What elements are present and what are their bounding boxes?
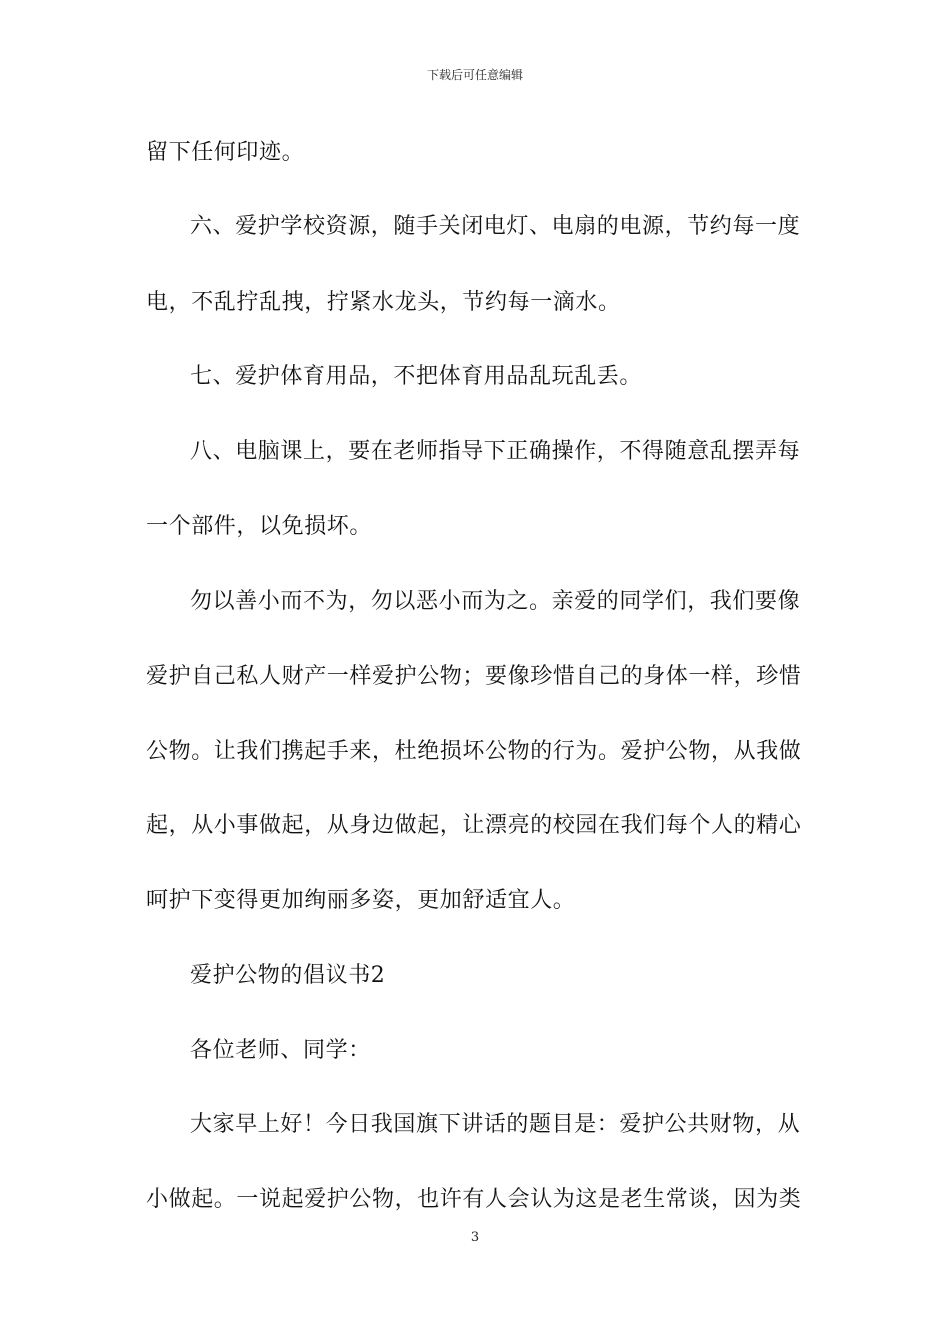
body-line: 公物。让我们携起手来，杜绝损坏公物的行为。爱护公物，从我做 [146,739,802,764]
salutation: 各位老师、同学： [190,1038,371,1063]
body-line: 起，从小事做起，从身边做起，让漂亮的校园在我们每个人的精心 [146,813,802,838]
page-header: 下载后可任意编辑 [426,68,523,82]
body-line: 八、电脑课上，要在老师指导下正确操作，不得随意乱摆弄每 [190,439,801,464]
body-line: 七、爱护体育用品，不把体育用品乱玩乱丢。 [190,364,643,389]
body-line: 六、爱护学校资源，随手关闭电灯、电扇的电源，节约每一度 [190,214,801,239]
body-line: 勿以善小而不为，勿以恶小而为之。亲爱的同学们，我们要像 [190,589,801,614]
body-line: 大家早上好！今日我国旗下讲话的题目是：爱护公共财物，从 [190,1112,801,1137]
body-line: 留下任何印迹。 [146,140,305,165]
page-number: 3 [470,1230,480,1245]
body-line: 呵护下变得更加绚丽多姿，更加舒适宜人。 [146,888,576,913]
body-line: 电，不乱拧乱拽，拧紧水龙头，节约每一滴水。 [146,290,621,315]
section-title: 爱护公物的倡议书2 [190,963,386,988]
body-line: 一个部件，以免损坏。 [146,514,373,539]
body-line: 小做起。一说起爱护公物，也许有人会认为这是老生常谈，因为类 [146,1187,802,1212]
body-line: 爱护自己私人财产一样爱护公物；要像珍惜自己的身体一样，珍惜 [146,664,802,689]
